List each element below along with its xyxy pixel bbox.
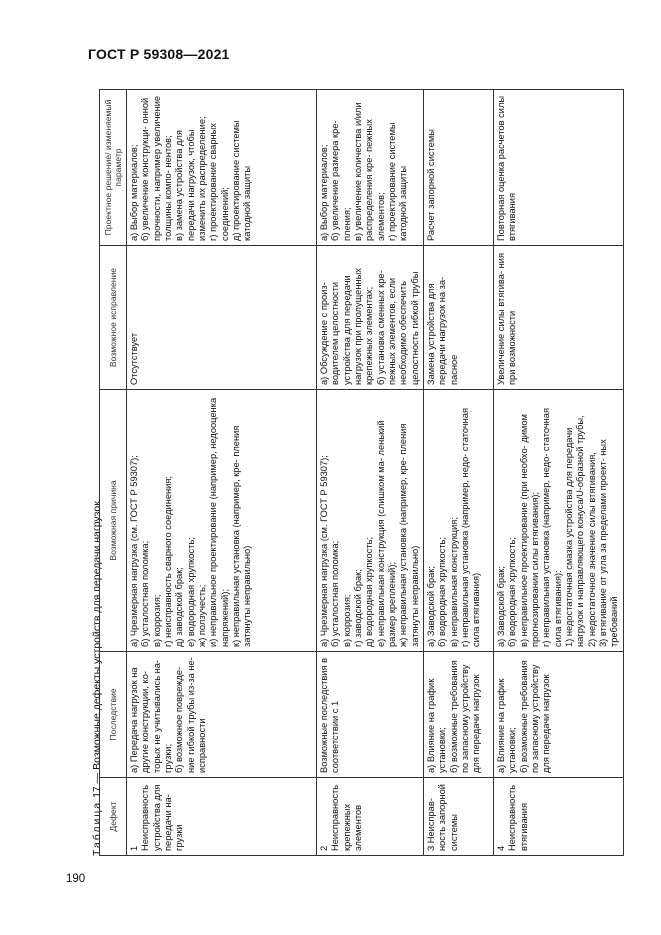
- cell-defect: 2 Неисправность крепежных элементов: [317, 778, 424, 856]
- table-row: [127, 90, 317, 856]
- table-header-row: [100, 90, 127, 856]
- cell-line: ж) неправильная установка (например, кре- пления затянуты неправильно): [398, 423, 420, 647]
- page-number: 190: [66, 873, 86, 885]
- cell-defect: 3 Неисправ- ность запорной системы: [423, 778, 493, 856]
- cell-design: [317, 90, 424, 246]
- cell-line: г) проектирование сварных соединений;: [208, 123, 230, 241]
- cell-consequence: [317, 652, 424, 778]
- rotated-table-wrapper: [99, 90, 620, 856]
- col-header-design: Проектное решение/ изменяемый параметр: [100, 90, 127, 246]
- cell-line: 3) втягивание от угла за пределами проект- ных требований: [597, 439, 620, 647]
- cell-line: 2) недостаточное значение силы втягивания,: [586, 452, 597, 647]
- cell-line: Расчет запорной системы: [425, 129, 436, 241]
- table-row: [493, 90, 623, 856]
- cell-line: а) Заводской брак;: [425, 566, 436, 647]
- cell-cause: [127, 390, 317, 652]
- cell-line: в) коррозия;: [151, 594, 162, 647]
- cell-line: к) неправильная установка (например, кре- пления затянуты неправильно): [230, 425, 253, 647]
- cell-line: д) заводской брак;: [174, 567, 185, 647]
- cell-line: б) возможные требования по запасному устройству для передачи нагрузок: [518, 660, 552, 773]
- cell-line: в) неправильное проектирование (при необхо- димом прогнозировании силы втягивания);: [518, 414, 540, 647]
- cell-line: а) Влияние на график установки;: [495, 678, 518, 773]
- col-header-cause: Возможная причина: [100, 390, 127, 652]
- standard-number: ГОСТ Р 59308—2021: [88, 46, 230, 62]
- cell-line: е) неправильная конструкция (слишком ма- ленький размер креплений);: [375, 420, 397, 647]
- cell-line: а) Обсуждение с произ- водителем целостности устройства для передачи нагрузок при пролущенных крепежных элементах;: [319, 268, 375, 385]
- cell-defect: 4 Неисправность втягивания: [493, 778, 623, 856]
- cell-line: г) неисправность сварного соединения;: [162, 476, 173, 647]
- cell-line: а) Выбор материалов;: [129, 144, 139, 241]
- cell-line: г) неправильная установка (например, недо- статочная сила втягивания):: [541, 408, 563, 647]
- cell-line: Замена устройства для передачи нагрузок на за- пасное: [425, 276, 459, 385]
- cell-design: [493, 90, 623, 246]
- cell-cause: [423, 390, 493, 652]
- table-row: [423, 90, 493, 856]
- cell-line: Возможные последствия в соответствии с 1: [319, 657, 341, 773]
- cell-line: а) Передача нагрузок на другие конструкции, ко- торых не учитывались на- грузки;: [129, 659, 173, 773]
- cell-line: 1) недостаточная смазка устройства для передачи нагрузок и направляющего конуса/U-образной трубы,: [563, 415, 586, 647]
- cell-line: б) увеличение размера кре- пления;: [330, 120, 352, 241]
- cell-cause: [317, 390, 424, 652]
- cell-fix: [127, 246, 317, 390]
- defects-table: [99, 89, 624, 856]
- cell-line: б) увеличение конструкци- онной прочности, например увеличение толщины компо- нентов;: [140, 95, 173, 241]
- cell-line: г) неправильная установка (например, недо- статочная сила втягивания): [459, 408, 482, 647]
- cell-defect: 1 Неисправность устройства для передачи на- грузки: [127, 778, 317, 856]
- col-header-fix: Возможное исправление: [100, 246, 127, 390]
- cell-line: Увеличение силы втягива- ния при возможности: [495, 253, 518, 385]
- cell-line: а) Чрезмерная нагрузка (см. ГОСТ Р 59307);: [129, 455, 139, 647]
- cell-line: б) установка сменных кре- пежных элементов, если необходимо обеспечить целостность гибкой трубы: [375, 270, 420, 385]
- cell-line: б) возможные требования по запасному устройству для передачи нагрузок: [448, 660, 482, 773]
- cell-line: а) Выбор материалов;: [319, 144, 329, 241]
- cell-line: а) Влияние на график установки;: [425, 678, 448, 773]
- cell-fix: [493, 246, 623, 390]
- cell-line: ж) ползучесть;: [196, 584, 207, 647]
- cell-line: д) проектирование системы катодной защиты: [230, 120, 253, 241]
- caption-prefix: Таблица: [91, 800, 103, 856]
- cell-line: в) коррозия;: [341, 594, 352, 647]
- table-row: [317, 90, 424, 856]
- caption-text: 17 — Возможные дефекты устройств для передачи нагрузок: [91, 501, 103, 801]
- cell-fix: [423, 246, 493, 390]
- cell-consequence: [127, 652, 317, 778]
- cell-line: в) неправильная конструкция;: [448, 517, 459, 647]
- cell-design: [127, 90, 317, 246]
- cell-line: г) заводской брак;: [352, 569, 363, 647]
- cell-line: а) Чрезмерная нагрузка (см. ГОСТ Р 59307);: [319, 455, 329, 647]
- table-body: [127, 90, 624, 856]
- cell-line: а) Заводской брак;: [495, 566, 506, 647]
- col-header-consequence: Последствие: [100, 652, 127, 778]
- cell-line: б) возможное поврежде- ние гибкой трубы из-за не- исправности: [174, 657, 207, 773]
- cell-cause: [493, 390, 623, 652]
- cell-line: в) увеличение количества и/или распределения кре- пежных элементов;: [352, 102, 386, 241]
- cell-design: [423, 90, 493, 246]
- cell-line: е) водородная хрупкость;: [185, 537, 196, 647]
- cell-line: и) неправильное проектирование (например, недооценка напряжений);: [208, 397, 230, 647]
- cell-line: в) замена устройства для передачи нагрузок, чтобы изменить их распределение;: [174, 116, 207, 241]
- cell-line: б) усталостная поломка;: [330, 540, 341, 647]
- cell-line: б) водородная хрупкость;: [437, 537, 448, 647]
- cell-line: Повторная оценка расчетов силы втягивания: [495, 95, 518, 241]
- cell-line: Отсутствует: [129, 332, 139, 385]
- cell-consequence: [423, 652, 493, 778]
- col-header-defect: Дефект: [100, 778, 127, 856]
- cell-line: б) усталостная поломка;: [140, 540, 151, 647]
- cell-line: г) проектирование системы катодной защиты: [386, 122, 409, 241]
- cell-fix: [317, 246, 424, 390]
- cell-line: д) водородная хрупкость;: [364, 536, 375, 647]
- cell-consequence: [493, 652, 623, 778]
- cell-line: б) водородная хрупкость;: [507, 537, 518, 647]
